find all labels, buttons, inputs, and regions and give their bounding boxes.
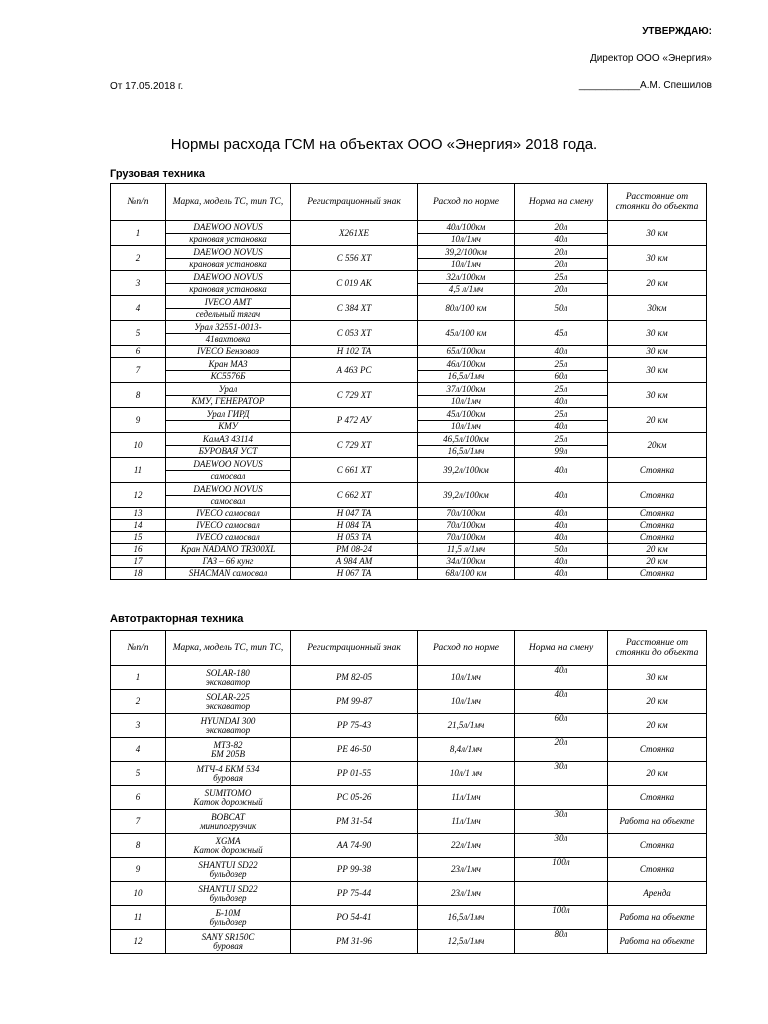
vehicle-type: Каток дорожный <box>193 796 263 807</box>
shift-norm: 25л <box>515 383 608 396</box>
fuel-rate: 45л/100км <box>418 408 515 421</box>
vehicle-type: экскаватор <box>205 724 251 735</box>
col-header-model: Марка, модель ТС, тип ТС, <box>166 631 291 666</box>
fuel-rate: 70л/100км <box>418 508 515 520</box>
distance: Стоянка <box>608 834 707 858</box>
shift-norm: 40л <box>515 458 608 483</box>
table-row <box>111 930 707 954</box>
table-row <box>111 810 707 834</box>
vehicle-type: КМУ, ГЕНЕРАТОР <box>166 396 291 408</box>
row-number: 7 <box>111 810 166 834</box>
table-row <box>111 906 707 930</box>
vehicle-type: БМ 205В <box>210 748 246 759</box>
fuel-rate: 23л/1мч <box>418 858 515 882</box>
table-row <box>111 508 707 520</box>
distance: 30 км <box>608 358 707 383</box>
col-header-shift: Норма на смену <box>515 631 608 666</box>
fuel-rate: 16,5л/1мч <box>418 906 515 930</box>
registration-number: РМ 08-24 <box>291 544 418 556</box>
vehicle-model: BOBCAT <box>211 811 245 822</box>
col-header-distance: Расстояние от стоянки до объекта <box>608 631 707 666</box>
row-number: 1 <box>111 666 166 690</box>
row-number: 5 <box>111 321 166 346</box>
tractors-table <box>110 630 707 954</box>
col-header-number: №п/п <box>111 184 166 221</box>
shift-norm-2: 60л <box>515 371 608 383</box>
vehicle-type: КМУ <box>166 421 291 433</box>
table-row <box>111 520 707 532</box>
registration-number: Р 472 АУ <box>291 408 418 433</box>
fuel-rate: 32л/100км <box>418 271 515 284</box>
shift-norm-2: 40л <box>515 396 608 408</box>
fuel-rate: 45л/100 км <box>418 321 515 346</box>
registration-number: РС 05-26 <box>291 786 418 810</box>
fuel-rate: 37л/100км <box>418 383 515 396</box>
fuel-rate: 39,2л/100км <box>418 483 515 508</box>
vehicle-model: Урал <box>166 383 291 396</box>
vehicle-model: IVECO самосвал <box>166 532 291 544</box>
table-row <box>111 296 707 309</box>
fuel-rate-hourly: 10л/1мч <box>418 396 515 408</box>
vehicle-model: SHANTUI SD22 <box>198 859 258 870</box>
vehicle-model-cell <box>166 690 291 714</box>
shift-norm-2: 40л <box>515 421 608 433</box>
fuel-rate: 70л/100км <box>418 532 515 544</box>
distance: Стоянка <box>608 458 707 483</box>
registration-number: Н 053 ТА <box>291 532 418 544</box>
registration-number: С 556 ХТ <box>291 246 418 271</box>
vehicle-model-cell <box>166 786 291 810</box>
trucks-table <box>110 183 707 580</box>
vehicle-model: DAEWOO NOVUS <box>166 221 291 234</box>
row-number: 3 <box>111 714 166 738</box>
row-number: 18 <box>111 568 166 580</box>
distance: Стоянка <box>608 738 707 762</box>
table-row <box>111 458 707 471</box>
vehicle-type: минипогрузчик <box>199 820 257 831</box>
row-number: 9 <box>111 408 166 433</box>
vehicle-type: буровая <box>213 940 243 951</box>
registration-number: С 019 АК <box>291 271 418 296</box>
registration-number: АА 74-90 <box>291 834 418 858</box>
fuel-rate-hourly: 10л/1мч <box>418 259 515 271</box>
table-row <box>111 666 707 690</box>
table-row <box>111 358 707 371</box>
shift-norm: 40л <box>515 483 608 508</box>
shift-norm: 40л <box>515 532 608 544</box>
registration-number: РО 54-41 <box>291 906 418 930</box>
registration-number: РР 75-43 <box>291 714 418 738</box>
table-row <box>111 433 707 446</box>
fuel-rate: 10л/1мч <box>418 690 515 714</box>
fuel-rate: 12,5л/1мч <box>418 930 515 954</box>
row-number: 8 <box>111 834 166 858</box>
fuel-rate: 10л/1 мч <box>418 762 515 786</box>
col-header-reg: Регистрационный знак <box>291 184 418 221</box>
row-number: 13 <box>111 508 166 520</box>
row-number: 10 <box>111 433 166 458</box>
vehicle-model: IVECO Бензовоз <box>166 346 291 358</box>
distance: 20 км <box>608 271 707 296</box>
fuel-rate-hourly: 4,5 л/1мч <box>418 284 515 296</box>
shift-norm: 40л <box>515 556 608 568</box>
distance: 30 км <box>608 321 707 346</box>
shift-norm: 40л <box>515 568 608 580</box>
fuel-rate: 70л/100км <box>418 520 515 532</box>
vehicle-type: седельный тягач <box>166 309 291 321</box>
shift-norm: 40л <box>515 508 608 520</box>
table-header-row <box>111 184 707 221</box>
registration-number: С 729 ХТ <box>291 383 418 408</box>
table-header-row <box>111 631 707 666</box>
table-row <box>111 544 707 556</box>
vehicle-model: Урал 32551-0013- <box>166 321 291 334</box>
section-title-tractors: Автотракторная техника <box>110 613 244 625</box>
row-number: 8 <box>111 383 166 408</box>
signature-line: ___________А.М. Спешилов <box>578 80 712 91</box>
row-number: 2 <box>111 246 166 271</box>
registration-number: Н 084 ТА <box>291 520 418 532</box>
table-row <box>111 882 707 906</box>
shift-norm: 30л <box>515 762 608 786</box>
shift-norm <box>515 882 608 906</box>
fuel-rate: 39,2/100км <box>418 246 515 259</box>
vehicle-type: самосвал <box>166 496 291 508</box>
row-number: 4 <box>111 296 166 321</box>
vehicle-model: DAEWOO NOVUS <box>166 483 291 496</box>
vehicle-model: Урал ГИРД <box>166 408 291 421</box>
shift-norm: 30л <box>515 810 608 834</box>
shift-norm-2: 40л <box>515 234 608 246</box>
row-number: 9 <box>111 858 166 882</box>
distance: 20 км <box>608 714 707 738</box>
shift-norm: 40л <box>515 690 608 714</box>
row-number: 12 <box>111 930 166 954</box>
table-row <box>111 321 707 334</box>
col-header-number: №п/п <box>111 631 166 666</box>
fuel-rate: 11л/1мч <box>418 786 515 810</box>
shift-norm-2: 20л <box>515 259 608 271</box>
shift-norm <box>515 786 608 810</box>
fuel-rate: 10л/1мч <box>418 666 515 690</box>
row-number: 15 <box>111 532 166 544</box>
registration-number: РР 01-55 <box>291 762 418 786</box>
fuel-rate: 11,5 л/1мч <box>418 544 515 556</box>
vehicle-model: МТЧ-4 БКМ 534 <box>196 763 260 774</box>
vehicle-type: крановая установка <box>166 284 291 296</box>
approval-block <box>579 18 712 99</box>
vehicle-model-cell <box>166 666 291 690</box>
table-row <box>111 714 707 738</box>
col-header-rate: Расход по норме <box>418 184 515 221</box>
table-row <box>111 221 707 234</box>
distance: Стоянка <box>608 568 707 580</box>
registration-number: Н 067 ТА <box>291 568 418 580</box>
vehicle-model: HYUNDAI 300 <box>200 715 256 726</box>
vehicle-model: DAEWOO NOVUS <box>166 458 291 471</box>
vehicle-model-cell <box>166 858 291 882</box>
vehicle-model: SOLAR-225 <box>206 691 250 702</box>
table-row <box>111 246 707 259</box>
shift-norm: 25л <box>515 271 608 284</box>
vehicle-model: SANY SR150C <box>201 931 255 942</box>
vehicle-model-cell <box>166 714 291 738</box>
shift-norm: 100л <box>515 858 608 882</box>
row-number: 3 <box>111 271 166 296</box>
vehicle-model: SOLAR-180 <box>206 667 250 678</box>
vehicle-model: SHACMAN самосвал <box>166 568 291 580</box>
shift-norm: 20л <box>515 221 608 234</box>
vehicle-model: IVECO самосвал <box>166 520 291 532</box>
distance: Стоянка <box>608 483 707 508</box>
registration-number: РМ 99-87 <box>291 690 418 714</box>
vehicle-model: КамАЗ 43114 <box>166 433 291 446</box>
vehicle-model: IVECO самосвал <box>166 508 291 520</box>
distance: 30 км <box>608 666 707 690</box>
table-row <box>111 271 707 284</box>
shift-norm: 40л <box>515 346 608 358</box>
vehicle-type: экскаватор <box>205 700 251 711</box>
vehicle-model: SUMITOMO <box>204 787 252 798</box>
fuel-rate-hourly: 10л/1мч <box>418 421 515 433</box>
distance: 20 км <box>608 690 707 714</box>
row-number: 2 <box>111 690 166 714</box>
fuel-rate: 40л/100км <box>418 221 515 234</box>
fuel-rate: 39,2л/100км <box>418 458 515 483</box>
table-row <box>111 690 707 714</box>
shift-norm: 45л <box>515 321 608 346</box>
shift-norm: 30л <box>515 834 608 858</box>
distance: Работа на объекте <box>608 810 707 834</box>
shift-norm: 50л <box>515 296 608 321</box>
vehicle-model: SHANTUI SD22 <box>198 883 258 894</box>
distance: Стоянка <box>608 508 707 520</box>
table-row <box>111 532 707 544</box>
vehicle-model: Б-10М <box>215 907 241 918</box>
distance: 30км <box>608 296 707 321</box>
document-date: От 17.05.2018 г. <box>110 81 184 92</box>
table-row <box>111 408 707 421</box>
registration-number: РР 75-44 <box>291 882 418 906</box>
vehicle-type: бульдозер <box>209 916 247 927</box>
table-row <box>111 858 707 882</box>
distance: 20 км <box>608 762 707 786</box>
registration-number: С 662 ХТ <box>291 483 418 508</box>
fuel-rate: 80л/100 км <box>418 296 515 321</box>
row-number: 1 <box>111 221 166 246</box>
director-position: Директор ООО «Энергия» <box>589 53 712 64</box>
vehicle-model-cell <box>166 930 291 954</box>
col-header-reg: Регистрационный знак <box>291 631 418 666</box>
distance: 30 км <box>608 346 707 358</box>
distance: 30 км <box>608 221 707 246</box>
distance: 30 км <box>608 383 707 408</box>
vehicle-type: Каток дорожный <box>193 844 263 855</box>
col-header-model: Марка, модель ТС, тип ТС, <box>166 184 291 221</box>
vehicle-type: 41вахтовка <box>166 334 291 346</box>
shift-norm-2: 20л <box>515 284 608 296</box>
registration-number: С 661 ХТ <box>291 458 418 483</box>
row-number: 6 <box>111 786 166 810</box>
shift-norm: 20л <box>515 738 608 762</box>
vehicle-model-cell <box>166 762 291 786</box>
vehicle-model: DAEWOO NOVUS <box>166 246 291 259</box>
shift-norm: 40л <box>515 520 608 532</box>
distance: Работа на объекте <box>608 906 707 930</box>
distance: 20км <box>608 433 707 458</box>
shift-norm: 25л <box>515 358 608 371</box>
vehicle-type: самосвал <box>166 471 291 483</box>
shift-norm: 25л <box>515 433 608 446</box>
registration-number: А 463 РС <box>291 358 418 383</box>
row-number: 14 <box>111 520 166 532</box>
vehicle-type: КС5576Б <box>166 371 291 383</box>
vehicle-model: ГАЗ – 66 кунг <box>166 556 291 568</box>
vehicle-type: бульдозер <box>209 892 247 903</box>
fuel-rate: 22л/1мч <box>418 834 515 858</box>
registration-number: Н 102 ТА <box>291 346 418 358</box>
row-number: 11 <box>111 906 166 930</box>
distance: Стоянка <box>608 520 707 532</box>
shift-norm-2: 99л <box>515 446 608 458</box>
vehicle-type: буровая <box>213 772 243 783</box>
col-header-distance: Расстояние от стоянки до объекта <box>608 184 707 221</box>
distance: Стоянка <box>608 786 707 810</box>
registration-number: Н 047 ТА <box>291 508 418 520</box>
fuel-rate-hourly: 16,5л/1мч <box>418 446 515 458</box>
row-number: 16 <box>111 544 166 556</box>
table-row <box>111 383 707 396</box>
fuel-rate-hourly: 16,5л/1мч <box>418 371 515 383</box>
approve-label: УТВЕРЖДАЮ: <box>642 26 712 37</box>
section-title-trucks: Грузовая техника <box>110 168 205 180</box>
shift-norm: 60л <box>515 714 608 738</box>
page-title: Нормы расхода ГСМ на объектах ООО «Энергия» 2018 года. <box>170 136 598 153</box>
shift-norm: 80л <box>515 930 608 954</box>
fuel-rate: 46,5л/100км <box>418 433 515 446</box>
col-header-shift: Норма на смену <box>515 184 608 221</box>
fuel-rate-hourly: 10л/1мч <box>418 234 515 246</box>
distance: Аренда <box>608 882 707 906</box>
registration-number: РМ 82-05 <box>291 666 418 690</box>
row-number: 10 <box>111 882 166 906</box>
fuel-rate: 34л/100км <box>418 556 515 568</box>
shift-norm: 50л <box>515 544 608 556</box>
fuel-rate: 68л/100 км <box>418 568 515 580</box>
registration-number: С 384 ХТ <box>291 296 418 321</box>
fuel-rate: 65л/100км <box>418 346 515 358</box>
row-number: 5 <box>111 762 166 786</box>
distance: 20 км <box>608 544 707 556</box>
table-row <box>111 568 707 580</box>
row-number: 11 <box>111 458 166 483</box>
shift-norm: 20л <box>515 246 608 259</box>
registration-number: С 053 ХТ <box>291 321 418 346</box>
vehicle-type: крановая установка <box>166 234 291 246</box>
distance: Стоянка <box>608 532 707 544</box>
registration-number: РМ 31-54 <box>291 810 418 834</box>
row-number: 17 <box>111 556 166 568</box>
fuel-rate: 23л/1мч <box>418 882 515 906</box>
vehicle-model-cell <box>166 834 291 858</box>
vehicle-model-cell <box>166 738 291 762</box>
row-number: 6 <box>111 346 166 358</box>
vehicle-type: БУРОВАЯ УСТ <box>166 446 291 458</box>
shift-norm: 40л <box>515 666 608 690</box>
registration-number: РЕ 46-50 <box>291 738 418 762</box>
vehicle-model: МТЗ-82 <box>213 739 243 750</box>
vehicle-model-cell <box>166 882 291 906</box>
registration-number: РР 99-38 <box>291 858 418 882</box>
vehicle-model: IVECO AMT <box>166 296 291 309</box>
table-row <box>111 834 707 858</box>
vehicle-type: бульдозер <box>209 868 247 879</box>
table-row <box>111 786 707 810</box>
vehicle-model-cell <box>166 810 291 834</box>
vehicle-type: экскаватор <box>205 676 251 687</box>
vehicle-model: Кран МАЗ <box>166 358 291 371</box>
table-row <box>111 483 707 496</box>
table-row <box>111 556 707 568</box>
distance: 20 км <box>608 556 707 568</box>
shift-norm: 25л <box>515 408 608 421</box>
row-number: 4 <box>111 738 166 762</box>
vehicle-type: крановая установка <box>166 259 291 271</box>
shift-norm: 100л <box>515 906 608 930</box>
table-row <box>111 346 707 358</box>
registration-number: С 729 ХТ <box>291 433 418 458</box>
registration-number: А 984 АМ <box>291 556 418 568</box>
registration-number: РМ 31-96 <box>291 930 418 954</box>
registration-number: X261XE <box>291 221 418 246</box>
fuel-rate: 46л/100км <box>418 358 515 371</box>
vehicle-model: DAEWOO NOVUS <box>166 271 291 284</box>
fuel-rate: 11л/1мч <box>418 810 515 834</box>
vehicle-model: Кран NADANO TR300XL <box>166 544 291 556</box>
distance: Работа на объекте <box>608 930 707 954</box>
distance: Стоянка <box>608 858 707 882</box>
distance: 30 км <box>608 246 707 271</box>
table-row <box>111 738 707 762</box>
fuel-rate: 8,4л/1мч <box>418 738 515 762</box>
col-header-rate: Расход по норме <box>418 631 515 666</box>
row-number: 12 <box>111 483 166 508</box>
fuel-rate: 21,5л/1мч <box>418 714 515 738</box>
distance: 20 км <box>608 408 707 433</box>
vehicle-model: XGMA <box>215 835 241 846</box>
table-row <box>111 762 707 786</box>
row-number: 7 <box>111 358 166 383</box>
vehicle-model-cell <box>166 906 291 930</box>
